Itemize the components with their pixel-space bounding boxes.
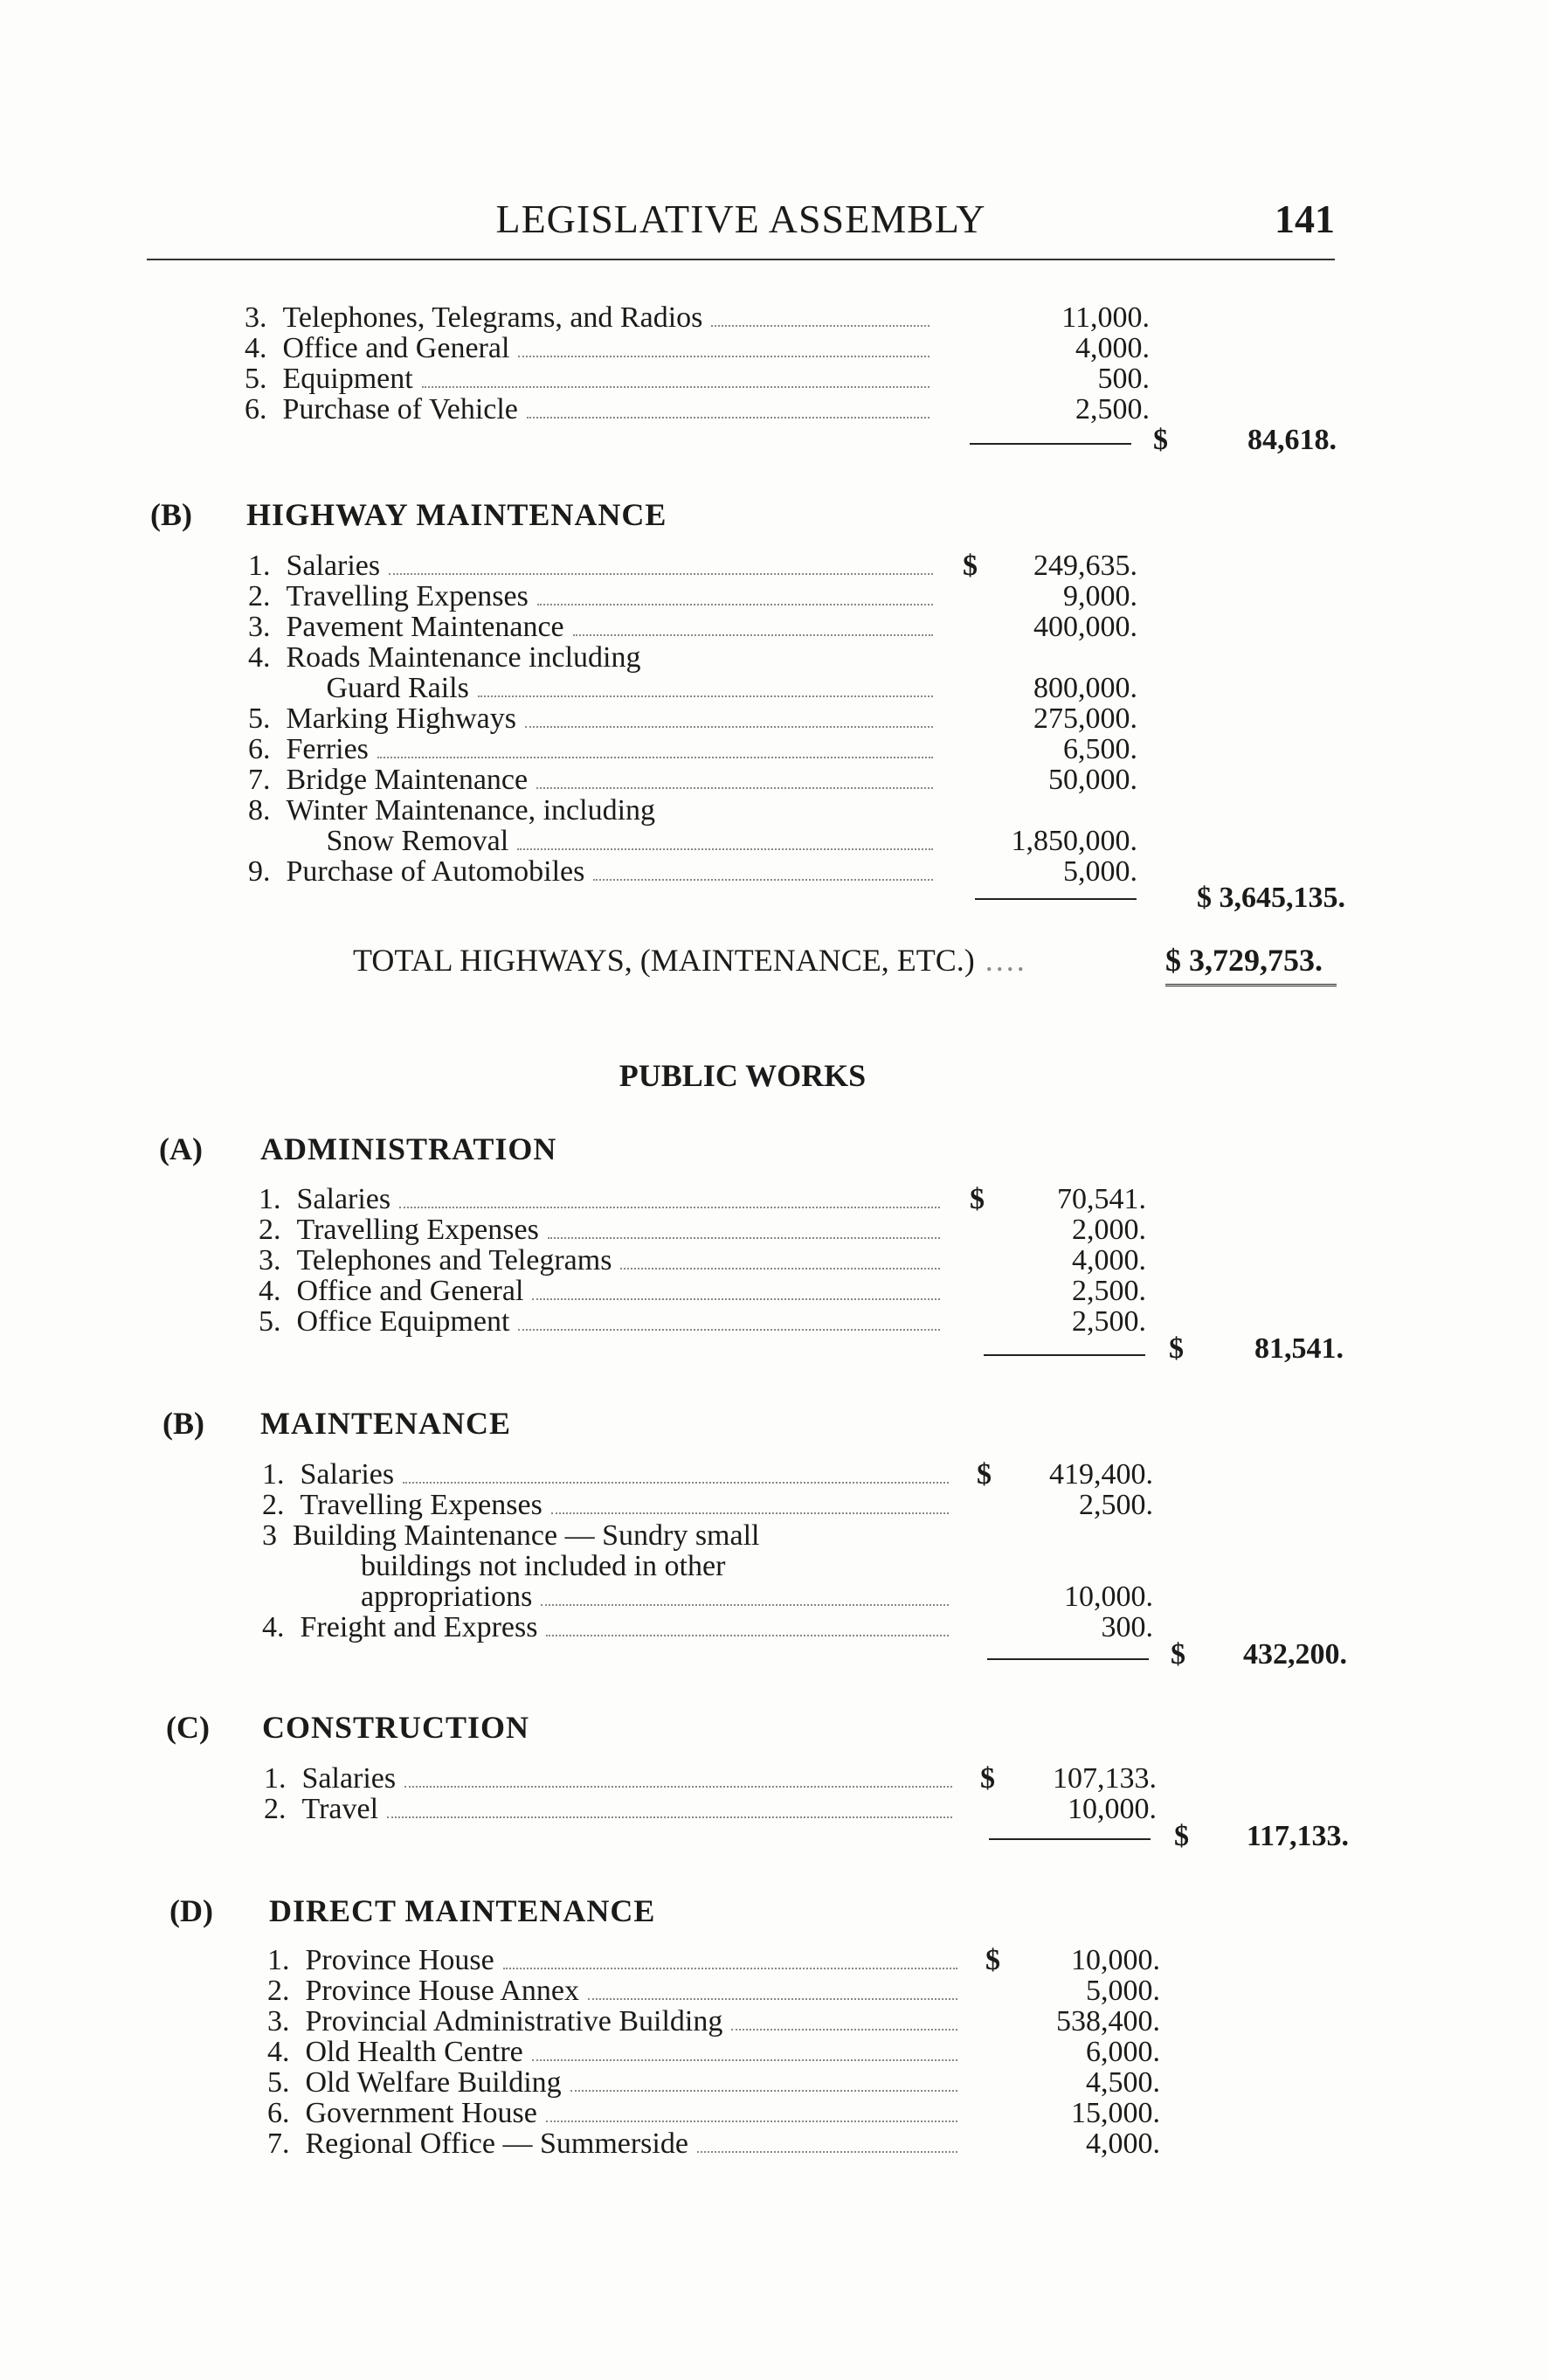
grand-total-value: $ 3,729,753. [1165,943,1323,978]
line-item: 2. Travelling Expenses 2,000. [259,1214,1146,1246]
section-letter: (A) [159,1131,203,1166]
section-title: ADMINISTRATION [260,1131,557,1166]
line-item: 1. Salaries $ 419,400. [262,1458,1153,1491]
line-item: 6. Government House 15,000. [267,2097,1160,2129]
subtotal: $ 432,200. [1171,1638,1347,1671]
line-item: 6. Purchase of Vehicle 2,500. [245,393,1150,425]
line-item: 1. Salaries $ 70,541. [259,1183,1146,1215]
line-item: 9. Purchase of Automobiles 5,000. [248,855,1137,888]
page-title: LEGISLATIVE ASSEMBLY [495,197,986,241]
line-item: 4. Office and General 4,000. [245,332,1150,364]
public-works-title: PUBLIC WORKS [619,1058,867,1093]
line-item: buildings not included in other [361,1550,726,1582]
line-item: 6. Ferries 6,500. [248,733,1137,765]
section-title: HIGHWAY MAINTENANCE [246,497,667,532]
subtotal-rule [984,1354,1145,1356]
section-title: DIRECT MAINTENANCE [269,1893,656,1928]
line-item: 3. Telephones, Telegrams, and Radios 11,000. [245,301,1150,334]
subtotal-rule [987,1658,1149,1660]
subtotal: $ 81,541. [1169,1332,1344,1365]
line-item: appropriations 10,000. [361,1581,1153,1613]
double-rule [1165,984,1337,990]
line-item: Snow Removal 1,850,000. [326,825,1137,857]
header-rule [147,259,1335,260]
line-item: 1. Province House $ 10,000. [267,1944,1160,1976]
line-item: 7. Regional Office — Summerside 4,000. [267,2127,1160,2160]
line-item: 2. Travelling Expenses 2,500. [262,1489,1153,1521]
section-letter: (C) [166,1710,210,1745]
line-item: 2. Travelling Expenses 9,000. [248,580,1137,612]
line-item: 4. Roads Maintenance including [248,641,641,674]
line-item: 2. Travel 10,000. [264,1793,1157,1825]
subtotal: $ 3,645,135. [1197,882,1345,914]
subtotal: $ 84,618. [1153,424,1337,456]
line-item: 4. Office and General 2,500. [259,1275,1146,1307]
line-item: 7. Bridge Maintenance 50,000. [248,764,1137,796]
subtotal-rule [970,443,1131,445]
section-letter: (D) [169,1893,213,1928]
grand-total-label: TOTAL HIGHWAYS, (MAINTENANCE, ETC.) .... [353,943,1027,978]
line-item: 5. Old Welfare Building 4,500. [267,2066,1160,2099]
line-item: 4. Old Health Centre 6,000. [267,2036,1160,2068]
section-title: CONSTRUCTION [262,1710,530,1745]
section-letter: (B) [150,497,192,532]
section-title: MAINTENANCE [260,1406,512,1441]
subtotal-rule [975,898,1137,900]
line-item: 3. Telephones and Telegrams 4,000. [259,1244,1146,1276]
line-item: 3. Pavement Maintenance 400,000. [248,611,1137,643]
line-item: 8. Winter Maintenance, including [248,794,656,827]
line-item: Guard Rails 800,000. [326,672,1137,704]
line-item: 5. Equipment 500. [245,363,1150,395]
line-item: 3 Building Maintenance — Sundry small [262,1519,760,1552]
page-number: 141 [1275,197,1335,241]
page-header [147,196,1335,257]
line-item: 5. Office Equipment 2,500. [259,1305,1146,1338]
line-item: 5. Marking Highways 275,000. [248,702,1137,735]
line-item: 1. Salaries $ 249,635. [248,550,1137,582]
line-item: 2. Province House Annex 5,000. [267,1975,1160,2007]
line-item: 1. Salaries $ 107,133. [264,1762,1157,1795]
subtotal: $ 117,133. [1174,1820,1349,1852]
line-item: 4. Freight and Express 300. [262,1611,1153,1643]
line-item: 3. Provincial Administrative Building 538,400. [267,2005,1160,2038]
section-letter: (B) [162,1406,204,1441]
subtotal-rule [989,1838,1151,1840]
